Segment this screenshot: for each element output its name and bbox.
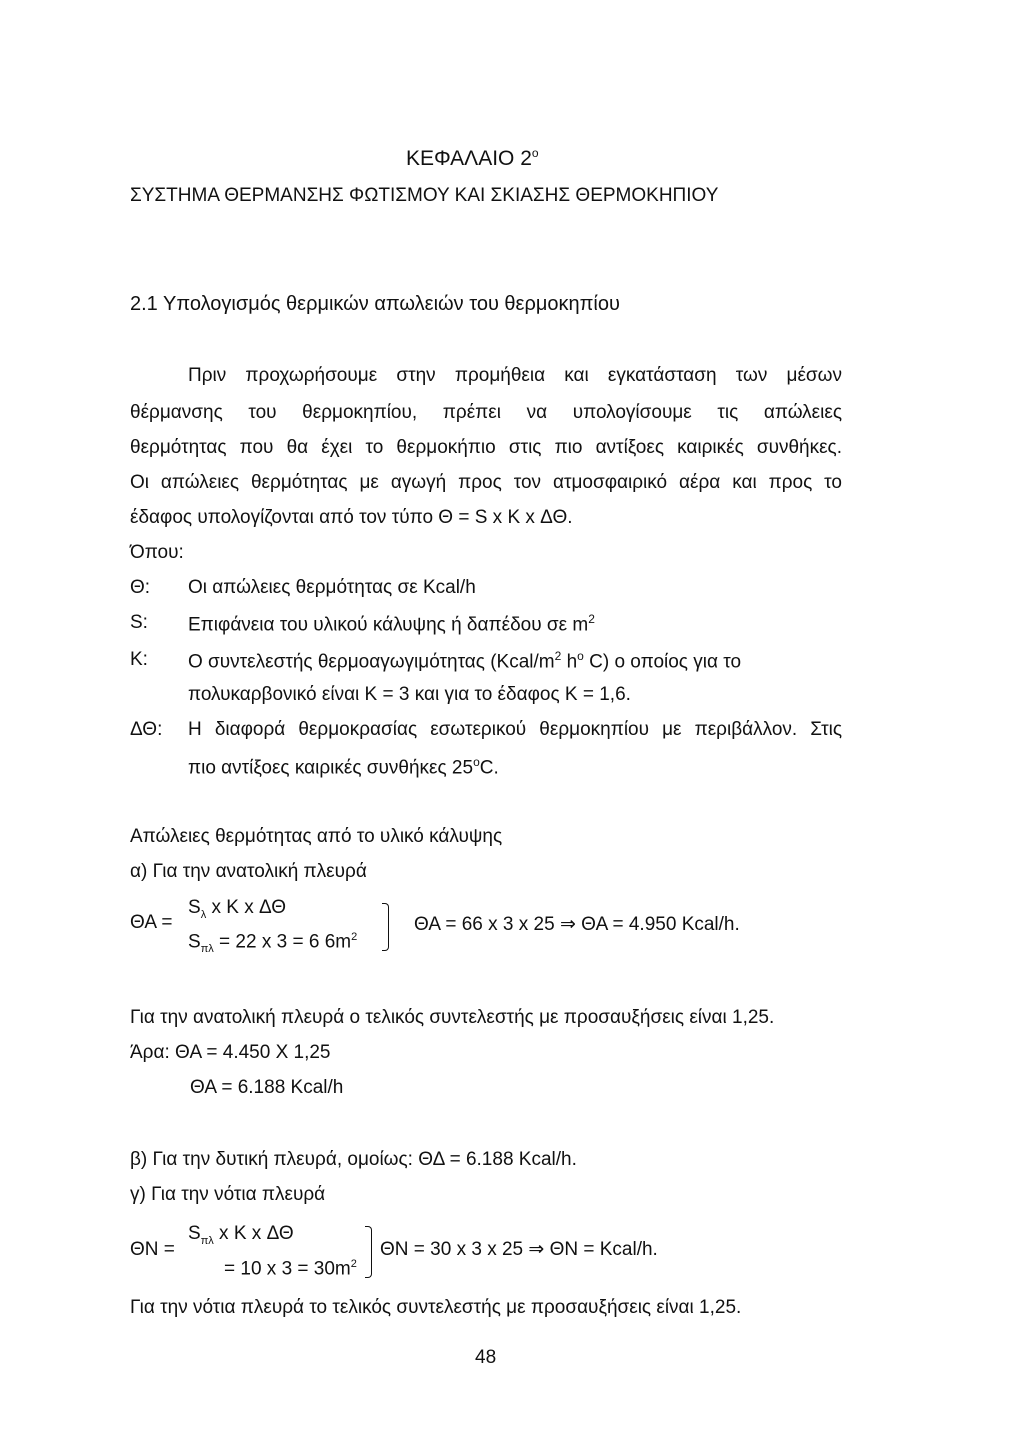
south-lhs: ΘΝ = [130,1239,175,1260]
def-dt-line-2: πιο αντίξοες καιρικές συνθήκες 25$^o$C. [188,755,499,779]
south-result: ΘΝ = 30 x 3 x 25 ⇒ ΘΝ = Kcal/h. [380,1239,658,1260]
intro-line-1: Πριν προχωρήσουμε στην προμήθεια και εγκατάσταση των μέσων [188,365,842,386]
east-coefficient: Για την ανατολική πλευρά ο τελικός συντελεστής με προσαυξήσεις είναι 1,25. [130,1007,775,1028]
east-result: ΘΑ = 66 x 3 x 25 ⇒ ΘΑ = 4.950 Kcal/h. [414,914,740,935]
south-coefficient: Για την νότια πλευρά το τελικός συντελεστής με προσαυξήσεις είναι 1,25. [130,1297,742,1318]
def-s-symbol: S: [130,612,148,633]
def-k-line-2: πολυκαρβονικό είναι K = 3 και για το έδαφος K = 1,6. [188,684,631,705]
chapter-title: ΚΕΦΑΛΑΙΟ $2^o$ [406,146,539,170]
def-s-text: Επιφάνεια του υλικού κάλυψης ή δαπέδου σε $m^2$ [188,612,595,636]
east-ara: Άρα: ΘΑ = 4.450 Χ 1,25 [130,1042,331,1063]
west-label: β) Για την δυτική πλευρά, ομοίως: ΘΔ = 6.188 Kcal/h. [130,1149,577,1170]
section-heading: 2.1 Υπολογισμός θερμικών απωλειών του θερμοκηπίου [130,293,620,315]
implies-arrow-icon: ⇒ [559,914,576,935]
chapter-subtitle: ΣΥΣΤΗΜΑ ΘΕΡΜΑΝΣΗΣ ΦΩΤΙΣΜΟΥ ΚΑΙ ΣΚΙΑΣΗΣ ΘΕΡΜΟΚΗΠΙΟΥ [130,185,719,206]
def-dt-text: Η διαφορά θερμοκρασίας εσωτερικού θερμοκηπίου με περιβάλλον. Στις [188,719,842,740]
east-formula-top: $S_\lambda$ x K x ΔΘ [188,897,287,921]
def-theta-symbol: Θ: [130,577,151,598]
south-formula-top: $S_{\pi\lambda}$ x K x ΔΘ [188,1223,294,1247]
intro-line-4: Οι απώλειες θερμότητας με αγωγή προς τον ατμοσφαιρικό αέρα και προς το [130,472,842,493]
loss-heading: Απώλειες θερμότητας από το υλικό κάλυψης [130,826,503,847]
east-label: α) Για την ανατολική πλευρά [130,861,367,882]
east-bracket [382,903,389,951]
def-k-symbol: K: [130,649,148,670]
page-number: 48 [475,1347,497,1368]
intro-line-3: θερμότητας που θα έχει το θερμοκήπιο στις πιο αντίξοες καιρικές συνθήκες. [130,437,842,458]
east-final: ΘΑ = 6.188 Kcal/h [190,1077,344,1098]
east-lhs: ΘΑ = [130,912,173,933]
where-label: Όπου: [130,542,184,563]
implies-arrow-icon: ⇒ [528,1239,545,1260]
def-k-text: Ο συντελεστής θερμοαγωγιμότητας ($Kcal/m^2$ $h^o$ C) ο οποίος για το [188,649,742,673]
east-formula-bottom: $S_{\pi\lambda} = 22$ x 3 = 6 $6m^2$ [188,931,358,956]
south-label: γ) Για την νότια πλευρά [130,1184,326,1205]
def-dt-symbol: ΔΘ: [130,719,163,740]
intro-line-2: θέρμανσης του θερμοκηπίου, πρέπει να υπολογίσουμε τις απώλειες [130,402,842,423]
south-bracket [365,1226,372,1278]
south-formula-bottom: = 10 x $3 = 30m^2$ [224,1258,357,1280]
def-theta-text: Οι απώλειες θερμότητας σε Kcal/h [188,577,476,598]
intro-line-5: έδαφος υπολογίζονται από τον τύπο Θ = S x K x ΔΘ. [130,507,573,528]
